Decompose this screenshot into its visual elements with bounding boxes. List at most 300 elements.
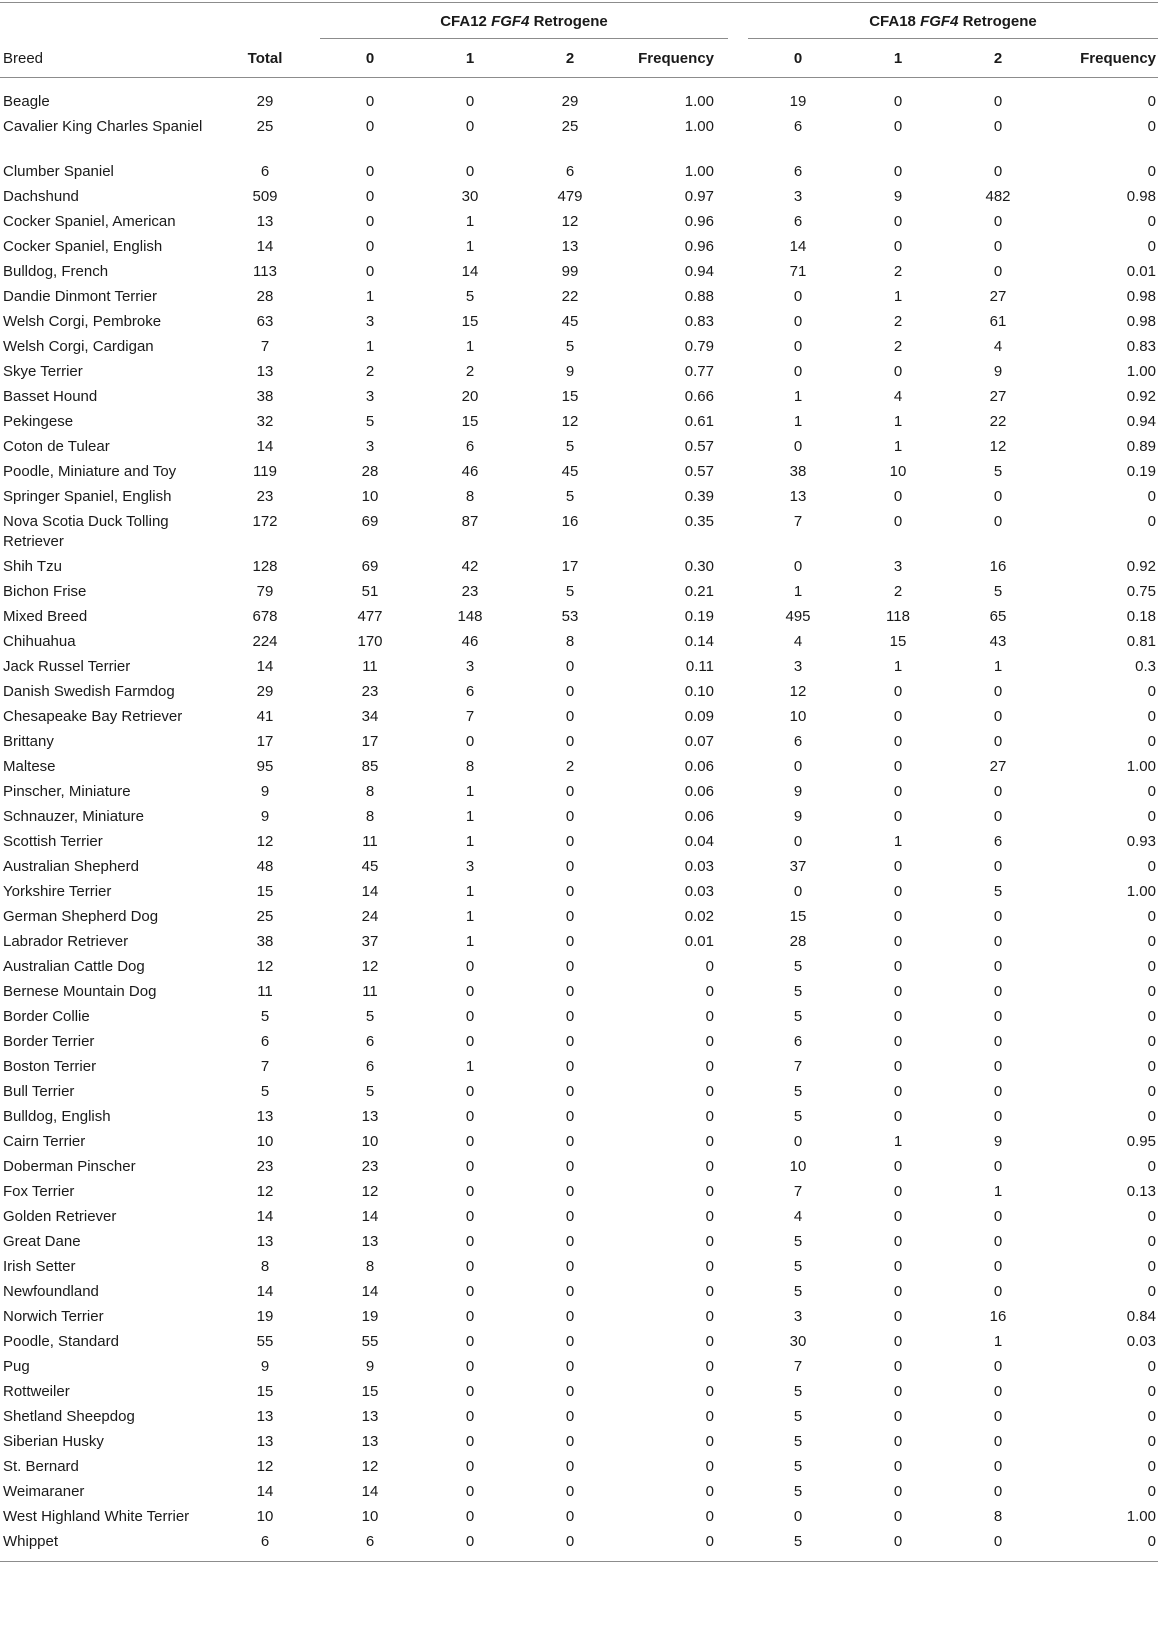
breed-cell: Yorkshire Terrier	[3, 883, 112, 900]
cfa12-2-cell: 13	[561, 238, 579, 255]
cfa18-0-cell: 9	[793, 808, 803, 825]
cfa18-2-cell: 0	[993, 1108, 1003, 1125]
breed-cell: Poodle, Standard	[3, 1333, 119, 1350]
col-header-cfa18-frequency: Frequency	[1048, 39, 1158, 78]
table-row	[0, 582, 1158, 607]
cfa12-2-cell: 0	[565, 1358, 575, 1375]
table-row	[0, 1507, 1158, 1532]
cfa18-2-cell: 0	[993, 808, 1003, 825]
breed-cell: Welsh Corgi, Pembroke	[3, 313, 162, 330]
cfa18-1-cell: 0	[893, 908, 903, 925]
total-cell: 38	[256, 933, 274, 950]
total-cell: 55	[256, 1333, 274, 1350]
breed-cell: Chihuahua	[3, 633, 76, 650]
table-row	[0, 757, 1158, 782]
total-cell: 9	[260, 1358, 270, 1375]
breed-cell: Jack Russel Terrier	[3, 658, 131, 675]
total-cell: 14	[256, 238, 274, 255]
total-cell: 63	[256, 313, 274, 330]
cfa18-1-cell: 15	[889, 633, 907, 650]
total-cell: 28	[256, 288, 274, 305]
cfa12-0-cell: 1	[365, 338, 375, 355]
cfa12-frequency-cell: 0.57	[684, 438, 714, 455]
total-cell: 13	[256, 1233, 274, 1250]
cfa12-2-cell: 0	[565, 1483, 575, 1500]
cfa18-prefix: CFA18	[869, 12, 921, 30]
breed-cell: Basset Hound	[3, 388, 98, 405]
total-cell: 5	[260, 1083, 270, 1100]
cfa18-0-cell: 0	[793, 758, 803, 775]
cfa18-frequency-cell: 0	[1147, 708, 1156, 725]
cfa18-0-cell: 5	[793, 1383, 803, 1400]
cfa12-0-cell: 2	[365, 363, 375, 380]
cfa12-gene: FGF4	[491, 12, 530, 30]
total-cell: 14	[256, 1208, 274, 1225]
col-header-cfa18-2: 2	[948, 39, 1048, 78]
table-row	[0, 117, 1158, 162]
cfa12-0-cell: 1	[365, 288, 375, 305]
total-cell: 13	[256, 213, 274, 230]
cfa12-2-cell: 15	[561, 388, 579, 405]
cfa12-1-cell: 8	[465, 758, 475, 775]
cfa12-0-cell: 85	[361, 758, 379, 775]
cfa18-2-cell: 0	[993, 118, 1003, 135]
cfa12-2-cell: 0	[565, 1233, 575, 1250]
breed-cell: Shih Tzu	[3, 558, 62, 575]
total-cell: 6	[260, 163, 270, 180]
cfa12-1-cell: 0	[465, 1183, 475, 1200]
total-cell: 678	[252, 608, 278, 625]
cfa18-2-cell: 0	[993, 733, 1003, 750]
cfa12-0-cell: 3	[365, 388, 375, 405]
cfa12-0-cell: 13	[361, 1408, 379, 1425]
cfa12-0-cell: 37	[361, 933, 379, 950]
total-cell: 79	[256, 583, 274, 600]
cfa12-2-cell: 5	[565, 438, 575, 455]
cfa18-2-cell: 0	[993, 213, 1003, 230]
cfa12-1-cell: 0	[465, 163, 475, 180]
cfa12-frequency-cell: 0	[705, 1383, 714, 1400]
cfa18-frequency-cell: 0	[1147, 488, 1156, 505]
table-row	[0, 512, 1158, 557]
cfa18-0-cell: 5	[793, 1533, 803, 1550]
cfa18-0-cell: 6	[793, 1033, 803, 1050]
cfa18-frequency-cell: 0	[1147, 1433, 1156, 1450]
cfa12-1-cell: 0	[465, 1108, 475, 1125]
cfa12-2-cell: 5	[565, 488, 575, 505]
cfa12-1-cell: 0	[465, 1458, 475, 1475]
total-cell: 8	[260, 1258, 270, 1275]
table-row	[0, 487, 1158, 512]
cfa12-1-cell: 46	[461, 633, 479, 650]
cfa18-0-cell: 5	[793, 1433, 803, 1450]
cfa18-1-cell: 0	[893, 1508, 903, 1525]
col-header-breed: Breed	[0, 39, 210, 78]
cfa18-0-cell: 0	[793, 313, 803, 330]
cfa12-2-cell: 0	[565, 683, 575, 700]
cfa12-1-cell: 0	[465, 983, 475, 1000]
cfa18-0-cell: 6	[793, 213, 803, 230]
cfa18-2-cell: 0	[993, 858, 1003, 875]
cfa18-1-cell: 0	[893, 1158, 903, 1175]
col-header-cfa18-0: 0	[748, 39, 848, 78]
breed-cell: Cocker Spaniel, American	[3, 213, 176, 230]
cfa18-1-cell: 0	[893, 808, 903, 825]
cfa12-2-cell: 0	[565, 1183, 575, 1200]
column-header-row	[0, 39, 1158, 78]
cfa18-1-cell: 2	[893, 313, 903, 330]
cfa12-1-cell: 1	[465, 933, 475, 950]
cfa18-0-cell: 14	[789, 238, 807, 255]
cfa12-frequency-cell: 0	[705, 958, 714, 975]
cfa12-2-cell: 0	[565, 1508, 575, 1525]
total-cell: 25	[256, 118, 274, 135]
table-row	[0, 212, 1158, 237]
cfa12-0-cell: 51	[361, 583, 379, 600]
breed-cell: Danish Swedish Farmdog	[3, 683, 175, 700]
cfa12-0-cell: 6	[365, 1058, 375, 1075]
total-cell: 128	[252, 558, 278, 575]
cfa12-2-cell: 17	[561, 558, 579, 575]
cfa18-frequency-cell: 0	[1147, 118, 1156, 135]
cfa18-1-cell: 0	[893, 163, 903, 180]
cfa18-2-cell: 4	[993, 338, 1003, 355]
cfa18-frequency-cell: 0	[1147, 1008, 1156, 1025]
cfa18-frequency-cell: 0	[1147, 808, 1156, 825]
col-header-cfa12-0: 0	[320, 39, 420, 78]
breed-cell: Golden Retriever	[3, 1208, 117, 1225]
cfa12-2-cell: 0	[565, 1283, 575, 1300]
cfa12-0-cell: 45	[361, 858, 379, 875]
breed-cell: Brittany	[3, 733, 54, 750]
cfa12-0-cell: 5	[365, 1083, 375, 1100]
breed-cell: Clumber Spaniel	[3, 163, 114, 180]
breed-cell: Cairn Terrier	[3, 1133, 86, 1150]
table-row	[0, 362, 1158, 387]
cfa18-0-cell: 5	[793, 958, 803, 975]
cfa18-1-cell: 0	[893, 1258, 903, 1275]
cfa18-frequency-cell: 0	[1147, 1233, 1156, 1250]
cfa18-2-cell: 482	[985, 188, 1011, 205]
breed-cell: Chesapeake Bay Retriever	[3, 708, 183, 725]
cfa18-1-cell: 0	[893, 1183, 903, 1200]
cfa18-2-cell: 0	[993, 1433, 1003, 1450]
cfa12-frequency-cell: 0.61	[684, 413, 714, 430]
total-cell: 14	[256, 438, 274, 455]
table-row	[0, 287, 1158, 312]
cfa18-0-cell: 3	[793, 1308, 803, 1325]
cfa18-frequency-cell: 1.00	[1126, 1508, 1156, 1525]
cfa12-2-cell: 2	[565, 758, 575, 775]
cfa12-0-cell: 13	[361, 1233, 379, 1250]
total-cell: 48	[256, 858, 274, 875]
breed-cell: Boston Terrier	[3, 1058, 97, 1075]
cfa18-2-cell: 0	[993, 908, 1003, 925]
cfa18-1-cell: 0	[893, 1033, 903, 1050]
cfa18-2-cell: 0	[993, 513, 1003, 530]
total-cell: 19	[256, 1308, 274, 1325]
cfa12-frequency-cell: 0	[705, 1058, 714, 1075]
table-row	[0, 1107, 1158, 1132]
cfa18-2-cell: 22	[989, 413, 1007, 430]
cfa18-2-cell: 0	[993, 1383, 1003, 1400]
cfa18-group-rule	[748, 38, 1158, 39]
cfa18-frequency-cell: 0.75	[1126, 583, 1156, 600]
table-row	[0, 557, 1158, 582]
cfa12-1-cell: 0	[465, 1008, 475, 1025]
table-row	[0, 437, 1158, 462]
cfa18-frequency-cell: 0	[1147, 93, 1156, 110]
cfa12-frequency-cell: 0.57	[684, 463, 714, 480]
cfa18-1-cell: 0	[893, 1233, 903, 1250]
cfa18-0-cell: 0	[793, 1133, 803, 1150]
cfa18-frequency-cell: 0.98	[1126, 288, 1156, 305]
cfa18-2-cell: 0	[993, 1483, 1003, 1500]
cfa12-1-cell: 0	[465, 733, 475, 750]
breed-cell: Whippet	[3, 1533, 59, 1550]
table-row	[0, 237, 1158, 262]
breed-cell: Doberman Pinscher	[3, 1158, 136, 1175]
table-row	[0, 957, 1158, 982]
cfa12-1-cell: 0	[465, 1133, 475, 1150]
cfa12-2-cell: 0	[565, 1408, 575, 1425]
table-row	[0, 1232, 1158, 1257]
cfa18-1-cell: 10	[889, 463, 907, 480]
total-cell: 13	[256, 1408, 274, 1425]
cfa18-frequency-cell: 0	[1147, 783, 1156, 800]
breed-cell: Dandie Dinmont Terrier	[3, 288, 157, 305]
cfa12-frequency-cell: 0.79	[684, 338, 714, 355]
cfa18-2-cell: 9	[993, 1133, 1003, 1150]
cfa18-1-cell: 0	[893, 1108, 903, 1125]
cfa12-frequency-cell: 0	[705, 1308, 714, 1325]
cfa18-0-cell: 5	[793, 1408, 803, 1425]
cfa12-1-cell: 148	[457, 608, 483, 625]
total-cell: 11	[257, 983, 273, 1000]
cfa18-frequency-cell: 0	[1147, 513, 1156, 530]
cfa12-2-cell: 45	[561, 463, 579, 480]
cfa18-2-cell: 0	[993, 93, 1003, 110]
cfa12-1-cell: 87	[461, 513, 479, 530]
cfa18-0-cell: 5	[793, 1008, 803, 1025]
cfa12-0-cell: 170	[357, 633, 383, 650]
breed-cell: Australian Shepherd	[3, 858, 139, 875]
cfa18-2-cell: 27	[989, 288, 1007, 305]
bottom-rule	[0, 1562, 1158, 1563]
total-cell: 23	[256, 1158, 274, 1175]
table-row	[0, 1482, 1158, 1507]
cfa12-2-cell: 16	[561, 513, 579, 530]
cfa18-1-cell: 1	[893, 833, 903, 850]
cfa12-frequency-cell: 0	[705, 1533, 714, 1550]
cfa12-frequency-cell: 0.03	[684, 858, 714, 875]
cfa18-frequency-cell: 0.95	[1126, 1133, 1156, 1150]
cfa12-frequency-cell: 0.39	[684, 488, 714, 505]
cfa18-2-cell: 5	[993, 883, 1003, 900]
cfa12-2-cell: 479	[557, 188, 583, 205]
table-row	[0, 1082, 1158, 1107]
breed-cell: Australian Cattle Dog	[3, 958, 145, 975]
cfa12-1-cell: 46	[461, 463, 479, 480]
cfa12-frequency-cell: 0	[705, 1158, 714, 1175]
cfa18-1-cell: 0	[893, 488, 903, 505]
cfa18-0-cell: 0	[793, 558, 803, 575]
cfa12-2-cell: 5	[565, 583, 575, 600]
cfa12-1-cell: 42	[461, 558, 479, 575]
cfa12-1-cell: 0	[465, 1208, 475, 1225]
table-row	[0, 1332, 1158, 1357]
total-cell: 6	[260, 1533, 270, 1550]
cfa12-2-cell: 0	[565, 1208, 575, 1225]
cfa12-suffix: Retrogene	[529, 12, 608, 30]
cfa18-frequency-cell: 0	[1147, 238, 1156, 255]
cfa18-0-cell: 5	[793, 1108, 803, 1125]
cfa18-2-cell: 0	[993, 983, 1003, 1000]
cfa18-2-cell: 0	[993, 1358, 1003, 1375]
cfa12-2-cell: 0	[565, 858, 575, 875]
cfa18-1-cell: 1	[893, 288, 903, 305]
cfa18-0-cell: 3	[793, 658, 803, 675]
cfa12-2-cell: 0	[565, 1533, 575, 1550]
breed-cell: Beagle	[3, 93, 50, 110]
cfa12-1-cell: 0	[465, 1533, 475, 1550]
breed-cell: Cocker Spaniel, English	[3, 238, 163, 255]
cfa12-1-cell: 30	[461, 188, 479, 205]
cfa18-frequency-cell: 0.01	[1126, 263, 1156, 280]
table-row	[0, 882, 1158, 907]
cfa12-0-cell: 14	[361, 1208, 379, 1225]
cfa12-frequency-cell: 0	[705, 1133, 714, 1150]
cfa18-2-cell: 0	[993, 163, 1003, 180]
cfa12-2-cell: 0	[565, 1158, 575, 1175]
table-row	[0, 932, 1158, 957]
cfa18-2-cell: 0	[993, 933, 1003, 950]
cfa12-2-cell: 0	[565, 708, 575, 725]
total-cell: 14	[256, 1283, 274, 1300]
table-row	[0, 1157, 1158, 1182]
cfa18-frequency-cell: 0	[1147, 1033, 1156, 1050]
breed-cell: Norwich Terrier	[3, 1308, 104, 1325]
cfa18-0-cell: 6	[793, 118, 803, 135]
cfa12-1-cell: 14	[461, 263, 479, 280]
cfa12-frequency-cell: 0.97	[684, 188, 714, 205]
cfa12-1-cell: 0	[465, 1483, 475, 1500]
cfa18-frequency-cell: 0.81	[1126, 633, 1156, 650]
cfa18-0-cell: 0	[793, 833, 803, 850]
total-cell: 6	[260, 1033, 270, 1050]
cfa12-0-cell: 13	[361, 1108, 379, 1125]
cfa18-0-cell: 10	[789, 708, 807, 725]
cfa12-1-cell: 0	[465, 1358, 475, 1375]
cfa18-0-cell: 5	[793, 1283, 803, 1300]
cfa18-2-cell: 1	[993, 1333, 1003, 1350]
breed-cell: West Highland White Terrier	[3, 1508, 190, 1525]
breed-genotype-table	[0, 2, 1158, 1562]
cfa18-0-cell: 37	[789, 858, 807, 875]
cfa18-1-cell: 0	[893, 93, 903, 110]
cfa12-frequency-cell: 0.96	[684, 238, 714, 255]
cfa18-2-cell: 0	[993, 1283, 1003, 1300]
cfa18-2-cell: 0	[993, 263, 1003, 280]
cfa12-0-cell: 11	[362, 983, 378, 1000]
total-cell: 13	[256, 1433, 274, 1450]
cfa18-frequency-cell: 0	[1147, 1283, 1156, 1300]
table-body	[0, 92, 1158, 1557]
cfa18-0-cell: 15	[789, 908, 807, 925]
cfa12-frequency-cell: 0	[705, 1483, 714, 1500]
cfa12-prefix: CFA12	[440, 12, 492, 30]
total-cell: 13	[256, 1108, 274, 1125]
cfa12-1-cell: 0	[465, 1158, 475, 1175]
cfa18-0-cell: 7	[793, 1058, 803, 1075]
table-row	[0, 1432, 1158, 1457]
cfa12-frequency-cell: 0.09	[684, 708, 714, 725]
cfa12-1-cell: 1	[465, 783, 475, 800]
breed-cell: Border Collie	[3, 1008, 90, 1025]
cfa18-0-cell: 7	[793, 1183, 803, 1200]
breed-cell: Great Dane	[3, 1233, 81, 1250]
cfa12-frequency-cell: 0.14	[684, 633, 714, 650]
cfa18-frequency-cell: 0.18	[1126, 608, 1156, 625]
cfa12-2-cell: 0	[565, 1133, 575, 1150]
cfa18-2-cell: 12	[989, 438, 1007, 455]
cfa12-2-cell: 5	[565, 338, 575, 355]
cfa18-1-cell: 0	[893, 683, 903, 700]
cfa12-1-cell: 0	[465, 93, 475, 110]
cfa18-frequency-cell: 0	[1147, 1358, 1156, 1375]
cfa18-0-cell: 71	[789, 263, 807, 280]
cfa12-0-cell: 10	[361, 1133, 379, 1150]
cfa18-2-cell: 61	[989, 313, 1007, 330]
cfa12-0-cell: 11	[362, 833, 378, 850]
cfa18-0-cell: 30	[789, 1333, 807, 1350]
col-header-cfa18-1: 1	[848, 39, 948, 78]
breed-cell: German Shepherd Dog	[3, 908, 159, 925]
cfa12-frequency-cell: 0	[705, 1108, 714, 1125]
cfa18-2-cell: 0	[993, 238, 1003, 255]
cfa12-frequency-cell: 0.10	[684, 683, 714, 700]
table-row	[0, 1057, 1158, 1082]
cfa18-0-cell: 10	[789, 1158, 807, 1175]
cfa12-2-cell: 25	[561, 118, 579, 135]
cfa12-1-cell: 0	[465, 1408, 475, 1425]
cfa12-0-cell: 14	[361, 1283, 379, 1300]
cfa12-0-cell: 69	[361, 513, 379, 530]
cfa12-1-cell: 1	[465, 238, 475, 255]
cfa12-1-cell: 8	[465, 488, 475, 505]
table-row	[0, 262, 1158, 287]
cfa12-frequency-cell: 0.06	[684, 758, 714, 775]
cfa18-1-cell: 118	[886, 608, 910, 625]
cfa12-frequency-cell: 0	[705, 1258, 714, 1275]
cfa18-2-cell: 0	[993, 1258, 1003, 1275]
cfa12-frequency-cell: 0	[705, 1283, 714, 1300]
cfa12-2-cell: 0	[565, 733, 575, 750]
total-cell: 95	[256, 758, 274, 775]
cfa12-0-cell: 15	[361, 1383, 379, 1400]
cfa18-frequency-cell: 0	[1147, 1158, 1156, 1175]
cfa12-2-cell: 0	[565, 1008, 575, 1025]
cfa18-1-cell: 0	[893, 363, 903, 380]
table-row	[0, 1457, 1158, 1482]
cfa12-frequency-cell: 0	[705, 1208, 714, 1225]
cfa18-frequency-cell: 0	[1147, 1408, 1156, 1425]
cfa18-2-cell: 16	[989, 558, 1007, 575]
breed-cell: Bulldog, French	[3, 263, 109, 280]
cfa18-0-cell: 28	[789, 933, 807, 950]
cfa18-2-cell: 5	[993, 583, 1003, 600]
table-row	[0, 632, 1158, 657]
